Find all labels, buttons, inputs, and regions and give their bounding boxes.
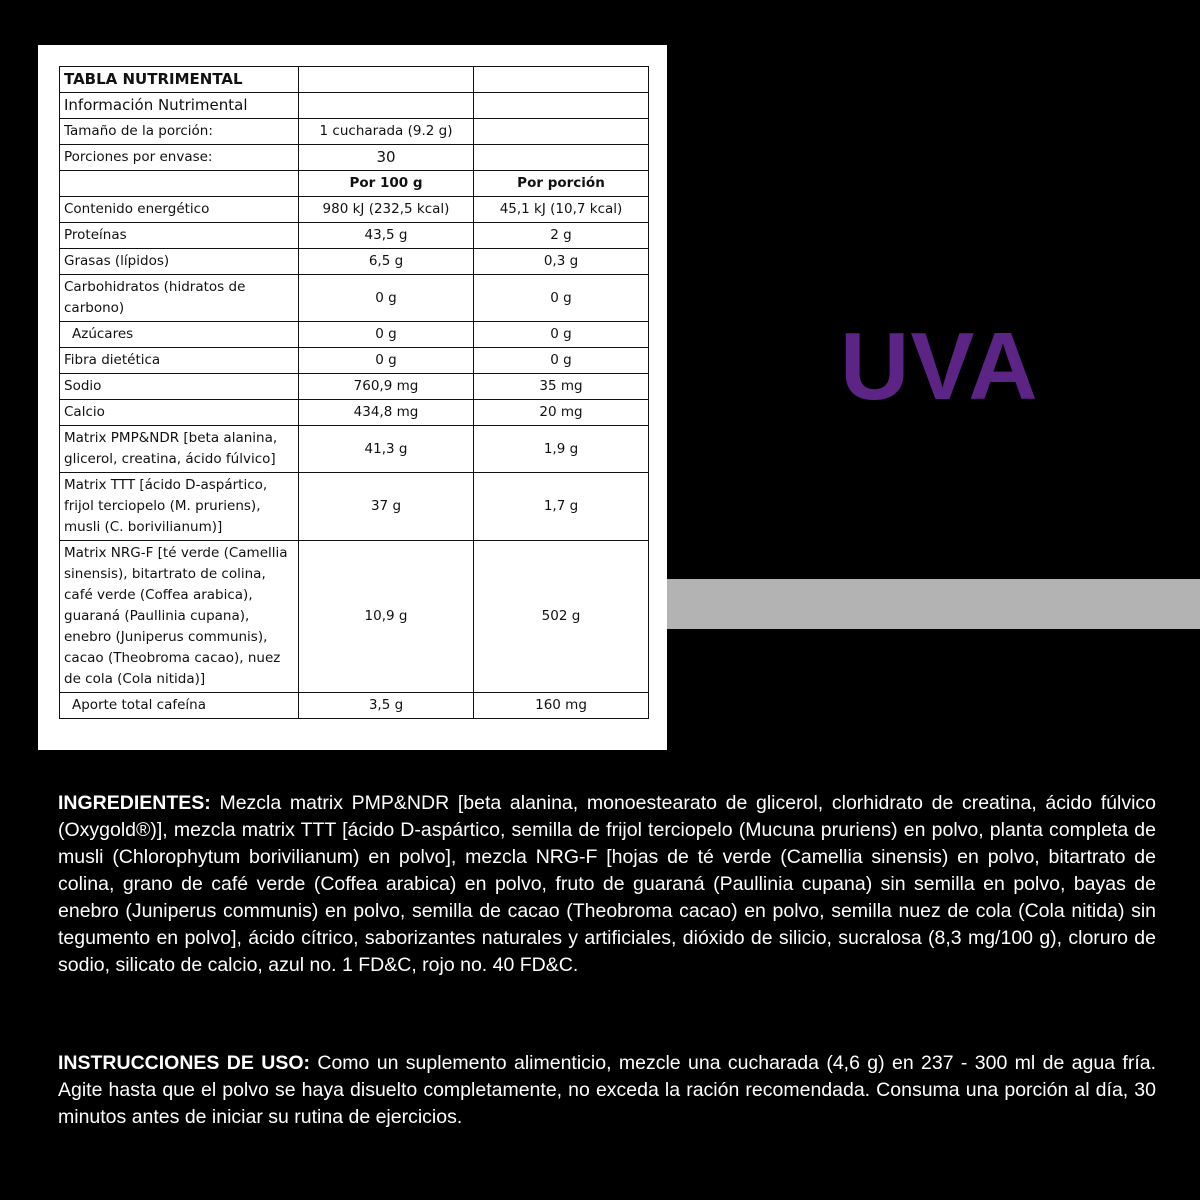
table-row (60, 275, 649, 322)
value-per-100g: 0 g (299, 275, 474, 322)
table-subtitle: Información Nutrimental (60, 93, 299, 119)
value-per-100g: 0 g (299, 322, 474, 348)
nutrient-label: Calcio (60, 400, 299, 426)
value-per-serving: 0 g (474, 275, 649, 322)
table-subtitle-row (60, 93, 649, 119)
table-title: TABLA NUTRIMENTAL (60, 67, 299, 93)
table-row (60, 473, 649, 541)
flavor-title: UVA (840, 313, 1039, 420)
table-row (60, 223, 649, 249)
value-per-serving: 0,3 g (474, 249, 649, 275)
nutrient-label: Contenido energético (60, 197, 299, 223)
nutrient-label: Aporte total cafeína (60, 693, 299, 719)
nutrient-label: Proteínas (60, 223, 299, 249)
servings-value: 30 (299, 145, 474, 171)
value-per-serving: 502 g (474, 541, 649, 693)
nutrient-label: Carbohidratos (hidratos de carbono) (60, 275, 299, 322)
value-per-serving: 35 mg (474, 374, 649, 400)
nutrition-panel (38, 45, 667, 750)
ingredients-text: Mezcla matrix PMP&NDR [beta alanina, monoestearato de glicerol, clorhidrato de creatina, ácido fúlvico (Oxygold®)], mezcla matrix TTT [ácido D-aspártico, semilla de frijol terciopelo (Mucuna pruriens) en polvo, planta completa de musli (Chlorophytum borivilianum) en polvo], mezcla NRG-F [hojas de té verde (Camellia sinensis) en polvo, bitartrato de colina, grano de café verde (Coffea arabica) en polvo, fruto de guaraná (Paullinia cupana) sin semilla en polvo, bayas de enebro (Juniperus communis) en polvo, semilla de cacao (Theobroma cacao) en polvo, semilla nuez de cola (Cola nitida) sin tegumento en polvo], ácido cítrico, saborizantes naturales y artificiales, dióxido de silicio, sucralosa (8,3 mg/100 g), cloruro de sodio, silicato de calcio, azul no. 1 FD&C, rojo no. 40 FD&C. (58, 792, 1156, 976)
table-row (60, 322, 649, 348)
column-header-per-serving: Por porción (474, 171, 649, 197)
table-row (60, 400, 649, 426)
nutrient-label: Fibra dietética (60, 348, 299, 374)
value-per-100g: 434,8 mg (299, 400, 474, 426)
column-header-row (60, 171, 649, 197)
value-per-100g: 43,5 g (299, 223, 474, 249)
value-per-serving: 20 mg (474, 400, 649, 426)
instructions-paragraph (58, 1050, 1156, 1131)
value-per-100g: 10,9 g (299, 541, 474, 693)
value-per-100g: 41,3 g (299, 426, 474, 473)
nutrient-label: Matrix NRG-F [té verde (Camellia sinensis), bitartrato de colina, café verde (Coffea arabica), guaraná (Paullinia cupana), enebro (Juniperus communis), cacao (Theobroma cacao), nuez de cola (Cola nitida)] (60, 541, 299, 693)
ingredients-paragraph (58, 790, 1156, 979)
instructions-label: INSTRUCCIONES DE USO: (58, 1052, 310, 1074)
table-row (60, 197, 649, 223)
table-row (60, 249, 649, 275)
value-per-100g: 980 kJ (232,5 kcal) (299, 197, 474, 223)
value-per-100g: 0 g (299, 348, 474, 374)
servings-label: Porciones por envase: (60, 145, 299, 171)
value-per-serving: 45,1 kJ (10,7 kcal) (474, 197, 649, 223)
servings-per-container-row (60, 145, 649, 171)
nutrient-label: Sodio (60, 374, 299, 400)
value-per-100g: 6,5 g (299, 249, 474, 275)
value-per-100g: 37 g (299, 473, 474, 541)
value-per-serving: 160 mg (474, 693, 649, 719)
table-row (60, 426, 649, 473)
serving-size-label: Tamaño de la porción: (60, 119, 299, 145)
serving-size-row (60, 119, 649, 145)
nutrition-table (59, 66, 649, 719)
value-per-100g: 3,5 g (299, 693, 474, 719)
value-per-serving: 0 g (474, 348, 649, 374)
nutrient-label: Azúcares (60, 322, 299, 348)
value-per-serving: 1,9 g (474, 426, 649, 473)
value-per-serving: 1,7 g (474, 473, 649, 541)
value-per-serving: 2 g (474, 223, 649, 249)
table-row (60, 374, 649, 400)
serving-size-value: 1 cucharada (9.2 g) (299, 119, 474, 145)
table-row (60, 693, 649, 719)
nutrient-label: Matrix TTT [ácido D-aspártico, frijol terciopelo (M. pruriens), musli (C. borivilianum)] (60, 473, 299, 541)
ingredients-label: INGREDIENTES: (58, 792, 211, 814)
value-per-100g: 760,9 mg (299, 374, 474, 400)
value-per-serving: 0 g (474, 322, 649, 348)
nutrient-label: Grasas (lípidos) (60, 249, 299, 275)
nutrient-label: Matrix PMP&NDR [beta alanina, glicerol, creatina, ácido fúlvico] (60, 426, 299, 473)
column-header-per-100g: Por 100 g (299, 171, 474, 197)
instructions-text: Como un suplemento alimenticio, mezcle una cucharada (4,6 g) en 237 - 300 ml de agua fría. Agite hasta que el polvo se haya disuelto completamente, no exceda la ración recomendada. Consuma una porción al día, 30 minutos antes de iniciar su rutina de ejercicios. (58, 1052, 1157, 1128)
table-title-row (60, 67, 649, 93)
table-row (60, 541, 649, 693)
table-row (60, 348, 649, 374)
decorative-band (667, 579, 1200, 629)
